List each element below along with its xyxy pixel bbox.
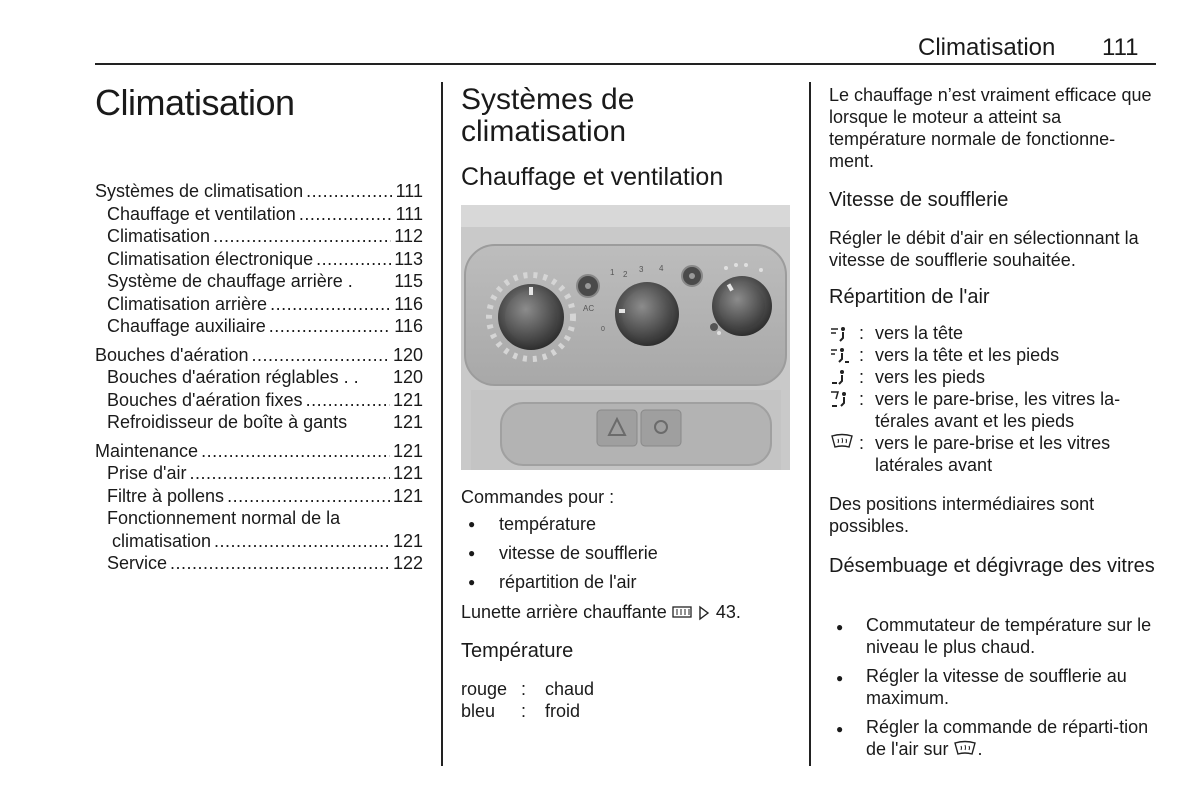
- photo-label-zero: 0: [601, 326, 605, 333]
- toc-page-number: 116: [394, 316, 423, 336]
- column-divider: [441, 82, 443, 766]
- rear-window-text: Lunette arrière chauffante: [461, 602, 667, 622]
- air-windscreen-feet-icon: [829, 388, 859, 410]
- toc-entry-text: Fonctionnement normal de la: [107, 508, 341, 528]
- toc-entry[interactable]: [95, 270, 423, 293]
- toc-entry[interactable]: [95, 507, 423, 530]
- legend-color: bleu: [461, 701, 496, 721]
- toc-entry[interactable]: [95, 366, 423, 389]
- toc-leader-dots: [201, 440, 390, 463]
- toc-entry-text: Refroidisseur de boîte à gants: [107, 412, 348, 432]
- section-title: Systèmes de climatisation: [461, 83, 635, 148]
- toc-entry[interactable]: [95, 389, 423, 412]
- rear-window-line: [461, 602, 741, 623]
- toc-page-number: 111: [395, 181, 423, 201]
- toc-chapter-entry[interactable]: [95, 180, 423, 203]
- header-rule: [95, 63, 1156, 65]
- photo-label-ac: AC: [583, 304, 595, 313]
- fan-speed-knob: [615, 282, 679, 346]
- toc-page-number: 121: [392, 389, 423, 410]
- toc-entry-text: Bouches d'aération: [95, 344, 249, 365]
- toc-entry[interactable]: [95, 225, 423, 248]
- controls-intro: Commandes pour :: [461, 487, 615, 507]
- toc-page-number: 115: [394, 271, 423, 291]
- column-divider: [809, 82, 811, 766]
- toc-page-number: 112: [394, 226, 423, 246]
- heater-control-panel-photo: [461, 205, 790, 470]
- toc-entry[interactable]: [95, 485, 423, 508]
- toc-page-number: 121: [392, 485, 423, 506]
- toc-leader-dots: [316, 248, 391, 271]
- toc-chapter-entry[interactable]: [95, 440, 423, 463]
- toc-entry-text: Chauffage et ventilation: [107, 203, 296, 224]
- rear-window-page-ref: 43.: [715, 602, 741, 622]
- toc-entry-text: Bouches d'aération fixes: [107, 389, 303, 410]
- legend-meaning: froid: [545, 701, 581, 721]
- air-feet-icon: [829, 366, 859, 388]
- toc-entry-text: Climatisation: [107, 226, 211, 246]
- toc-entry-text: Système de chauffage arrière .: [107, 271, 353, 291]
- list-item: : vers la tête et les pieds: [829, 344, 1159, 366]
- toc-entry-text: Maintenance: [95, 440, 199, 461]
- toc-entry-text: Climatisation électronique: [107, 248, 314, 269]
- page-number: 111: [1102, 34, 1139, 61]
- list-item: ● répartition de l'air: [461, 572, 658, 601]
- toc-leader-dots: [306, 180, 393, 203]
- toc-leader-dots: [252, 344, 390, 367]
- toc-entry-text: Climatisation arrière: [107, 293, 268, 314]
- toc-entry[interactable]: [95, 248, 423, 271]
- photo-dial-number: 4: [659, 264, 664, 273]
- toc-leader-dots: [270, 293, 391, 316]
- toc-page-number: 121: [392, 440, 423, 461]
- temperature-heading: Température: [461, 640, 574, 662]
- toc-page-number: 120: [392, 367, 423, 387]
- controls-list: [461, 514, 658, 601]
- legend-color: rouge: [461, 679, 508, 699]
- list-item: ● température: [461, 514, 658, 543]
- fan-speed-heading: Vitesse de soufflerie: [829, 189, 1009, 211]
- toc-entry-text: climatisation: [112, 530, 212, 551]
- list-item: ● vitesse de soufflerie: [461, 543, 658, 572]
- legend-separator: :: [521, 701, 527, 721]
- toc-leader-dots: [189, 462, 389, 485]
- intermediate-positions-text: Des positions intermédiaires sont possibles.: [829, 494, 1095, 536]
- list-item: : vers la tête: [829, 322, 1159, 344]
- photo-dial-number: 3: [639, 265, 644, 274]
- switch-hazard: [597, 410, 637, 446]
- rear-window-heater-icon: [672, 605, 692, 621]
- air-head-feet-icon: [829, 344, 859, 366]
- windscreen-defrost-icon: [829, 432, 859, 454]
- list-item: : vers les pieds: [829, 366, 1159, 388]
- air-head-icon: [829, 322, 859, 344]
- fan-speed-text: Régler le débit d'air en sélectionnant la vitesse de soufflerie souhaitée.: [829, 228, 1139, 270]
- running-header-title: Climatisation: [918, 34, 1056, 61]
- toc-entry-text: Prise d'air: [107, 463, 187, 483]
- toc-entry[interactable]: [95, 411, 423, 434]
- toc-page-number: 121: [392, 463, 423, 483]
- toc-page-number: 120: [392, 344, 423, 365]
- toc-entry-text: Systèmes de climatisation: [95, 181, 304, 201]
- windscreen-defrost-icon: [953, 740, 977, 758]
- list-item: ● Régler la commande de réparti-tion de l'air sur .: [829, 716, 1159, 760]
- page-reference-arrow-icon: [697, 605, 711, 621]
- table-of-contents: [95, 180, 423, 575]
- photo-dial-number: 2: [623, 270, 628, 279]
- toc-entry[interactable]: [95, 203, 423, 226]
- list-item: ● Commutateur de température sur le niveau le plus chaud.: [829, 614, 1159, 658]
- toc-leader-dots: [214, 530, 390, 553]
- air-distribution-knob: [712, 276, 772, 336]
- toc-page-number: 113: [394, 248, 423, 269]
- toc-page-number: 121: [392, 412, 423, 432]
- list-item: ● Régler la vitesse de soufflerie au maximum.: [829, 665, 1159, 709]
- toc-leader-dots: [306, 389, 390, 412]
- toc-entry-text: Bouches d'aération réglables . .: [107, 367, 359, 387]
- toc-leader-dots: [213, 225, 391, 248]
- toc-entry[interactable]: [95, 315, 423, 338]
- list-item: : vers le pare-brise, les vitres la-térales avant et les pieds: [829, 388, 1159, 432]
- toc-page-number: 121: [392, 530, 423, 551]
- list-item: : vers le pare-brise et les vitres latérales avant: [829, 432, 1159, 476]
- legend-separator: :: [521, 679, 527, 699]
- legend-row: [461, 678, 594, 700]
- defrost-heading: Désembuage et dégivrage des vitres: [829, 555, 1155, 577]
- defrost-steps: [829, 614, 1159, 767]
- toc-entry-text: Service: [107, 553, 168, 573]
- toc-leader-dots: [269, 315, 392, 338]
- toc-chapter-entry[interactable]: [95, 344, 423, 367]
- recirculation-button: [682, 266, 702, 286]
- toc-page-number: 122: [392, 553, 423, 573]
- legend-meaning: chaud: [545, 679, 595, 699]
- toc-entry[interactable]: [95, 530, 423, 553]
- toc-page-number: 111: [395, 203, 423, 224]
- temperature-legend: [461, 678, 594, 722]
- toc-leader-dots: [170, 552, 390, 575]
- air-distribution-list: [829, 322, 1159, 476]
- ac-button: [577, 275, 599, 297]
- toc-leader-dots: [299, 203, 393, 226]
- toc-leader-dots: [227, 485, 390, 508]
- toc-page-number: 116: [394, 293, 423, 314]
- switch-lock: [641, 410, 681, 446]
- legend-row: [461, 700, 594, 722]
- chapter-title: Climatisation: [95, 82, 295, 123]
- air-distribution-heading: Répartition de l'air: [829, 286, 990, 308]
- subsection-title: Chauffage et ventilation: [461, 163, 724, 191]
- photo-dial-number: 1: [610, 268, 615, 277]
- toc-entry-text: Filtre à pollens: [107, 485, 225, 506]
- toc-entry[interactable]: [95, 293, 423, 316]
- intro-paragraph: Le chauffage n’est vraiment efficace que lorsque le moteur a atteint sa température normale de fonctionne-ment.: [829, 85, 1152, 171]
- toc-entry[interactable]: [95, 552, 423, 575]
- toc-entry[interactable]: [95, 462, 423, 485]
- toc-entry-text: Chauffage auxiliaire: [107, 316, 266, 336]
